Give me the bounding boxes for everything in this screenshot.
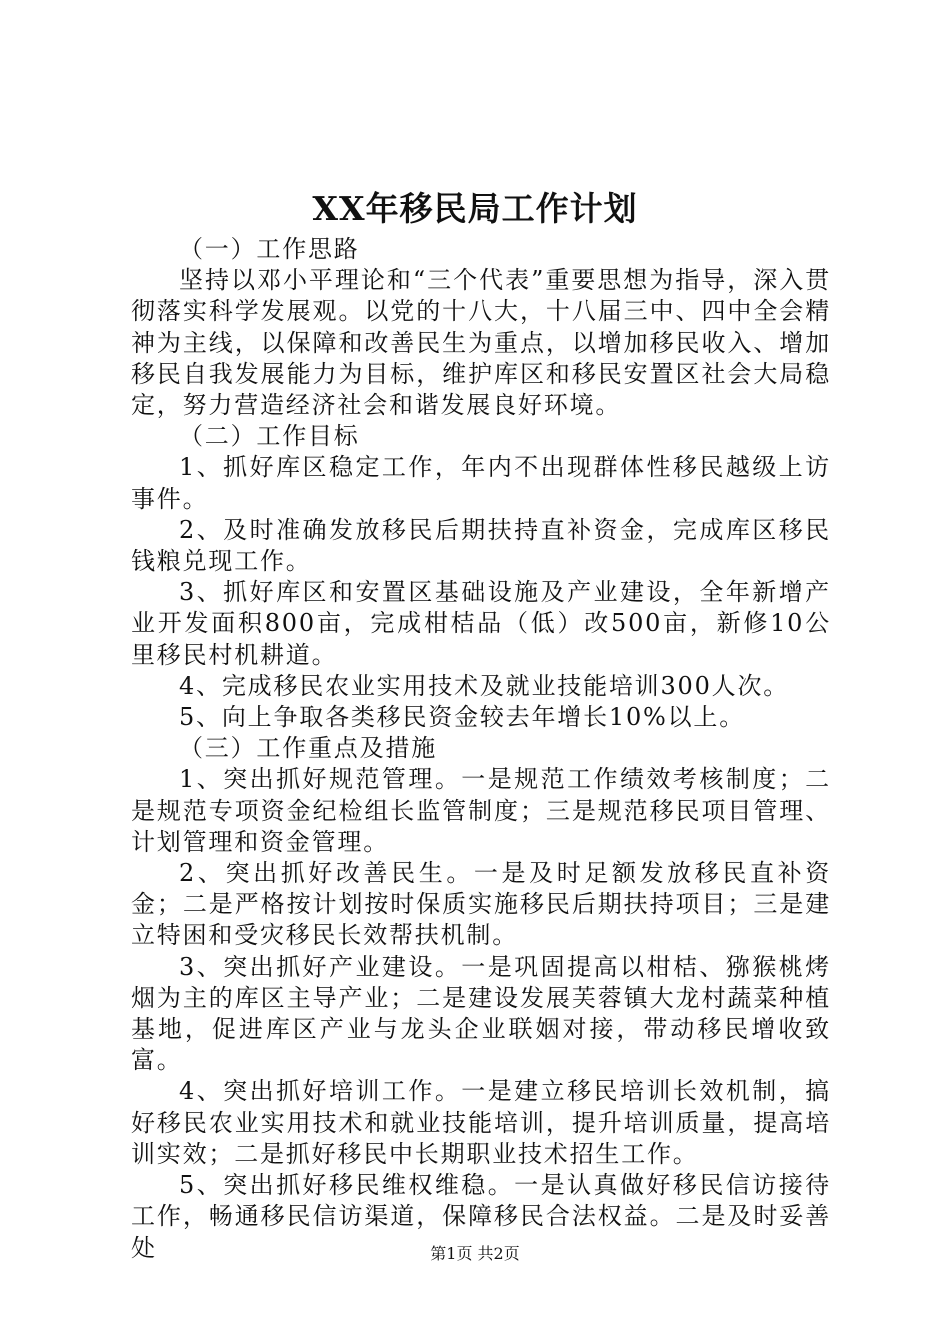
paragraph-thinking: 坚持以邓小平理论和“三个代表”重要思想为指导，深入贯彻落实科学发展观。以党的十八大，十八届三中、四中全会精神为主线，以保障和改善民生为重点，以增加移民收入、增加移民自我发展能力为目标，维护库区和移民安置区社会大局稳定，努力营造经济社会和谐发展良好环境。 bbox=[131, 266, 831, 420]
goal-item-4: 4、完成移民农业实用技术及就业技能培训300人次。 bbox=[179, 671, 790, 700]
section-heading-measures: （三）工作重点及措施 bbox=[179, 734, 437, 763]
goal-item-5: 5、向上争取各类移民资金较去年增长10%以上。 bbox=[179, 703, 746, 732]
measure-item-5: 5、突出抓好移民维权维稳。一是认真做好移民信访接待工作，畅通移民信访渠道，保障移民合法权益。二是及时妥善处 bbox=[131, 1171, 831, 1262]
page-number-footer: 第1页 共2页 bbox=[430, 1244, 520, 1263]
goal-item-1: 1、抓好库区稳定工作，年内不出现群体性移民越级上访事件。 bbox=[131, 453, 831, 513]
measure-item-4: 4、突出抓好培训工作。一是建立移民培训长效机制，搞好移民农业实用技术和就业技能培训，提升培训质量，提高培训实效；二是抓好移民中长期职业技术招生工作。 bbox=[131, 1077, 831, 1168]
measure-item-1: 1、突出抓好规范管理。一是规范工作绩效考核制度；二是规范专项资金纪检组长监管制度；三是规范移民项目管理、计划管理和资金管理。 bbox=[131, 765, 831, 856]
section-heading-goals: （二）工作目标 bbox=[179, 422, 360, 451]
document-title: XX年移民局工作计划 bbox=[312, 189, 638, 228]
measure-item-3: 3、突出抓好产业建设。一是巩固提高以柑桔、猕猴桃烤烟为主的库区主导产业；二是建设发展芙蓉镇大龙村蔬菜种植基地，促进库区产业与龙头企业联姻对接，带动移民增收致富。 bbox=[131, 952, 831, 1075]
goal-item-3: 3、抓好库区和安置区基础设施及产业建设，全年新增产业开发面积800亩，完成柑桔品（低）改500亩，新修10公里移民村机耕道。 bbox=[131, 578, 831, 669]
measure-item-2: 2、突出抓好改善民生。一是及时足额发放移民直补资金；二是严格按计划按时保质实施移民后期扶持项目；三是建立特困和受灾移民长效帮扶机制。 bbox=[131, 859, 831, 950]
section-heading-thinking: （一）工作思路 bbox=[179, 235, 360, 263]
goal-item-2: 2、及时准确发放移民后期扶持直补资金，完成库区移民钱粮兑现工作。 bbox=[131, 515, 831, 576]
document-body bbox=[131, 234, 831, 1264]
